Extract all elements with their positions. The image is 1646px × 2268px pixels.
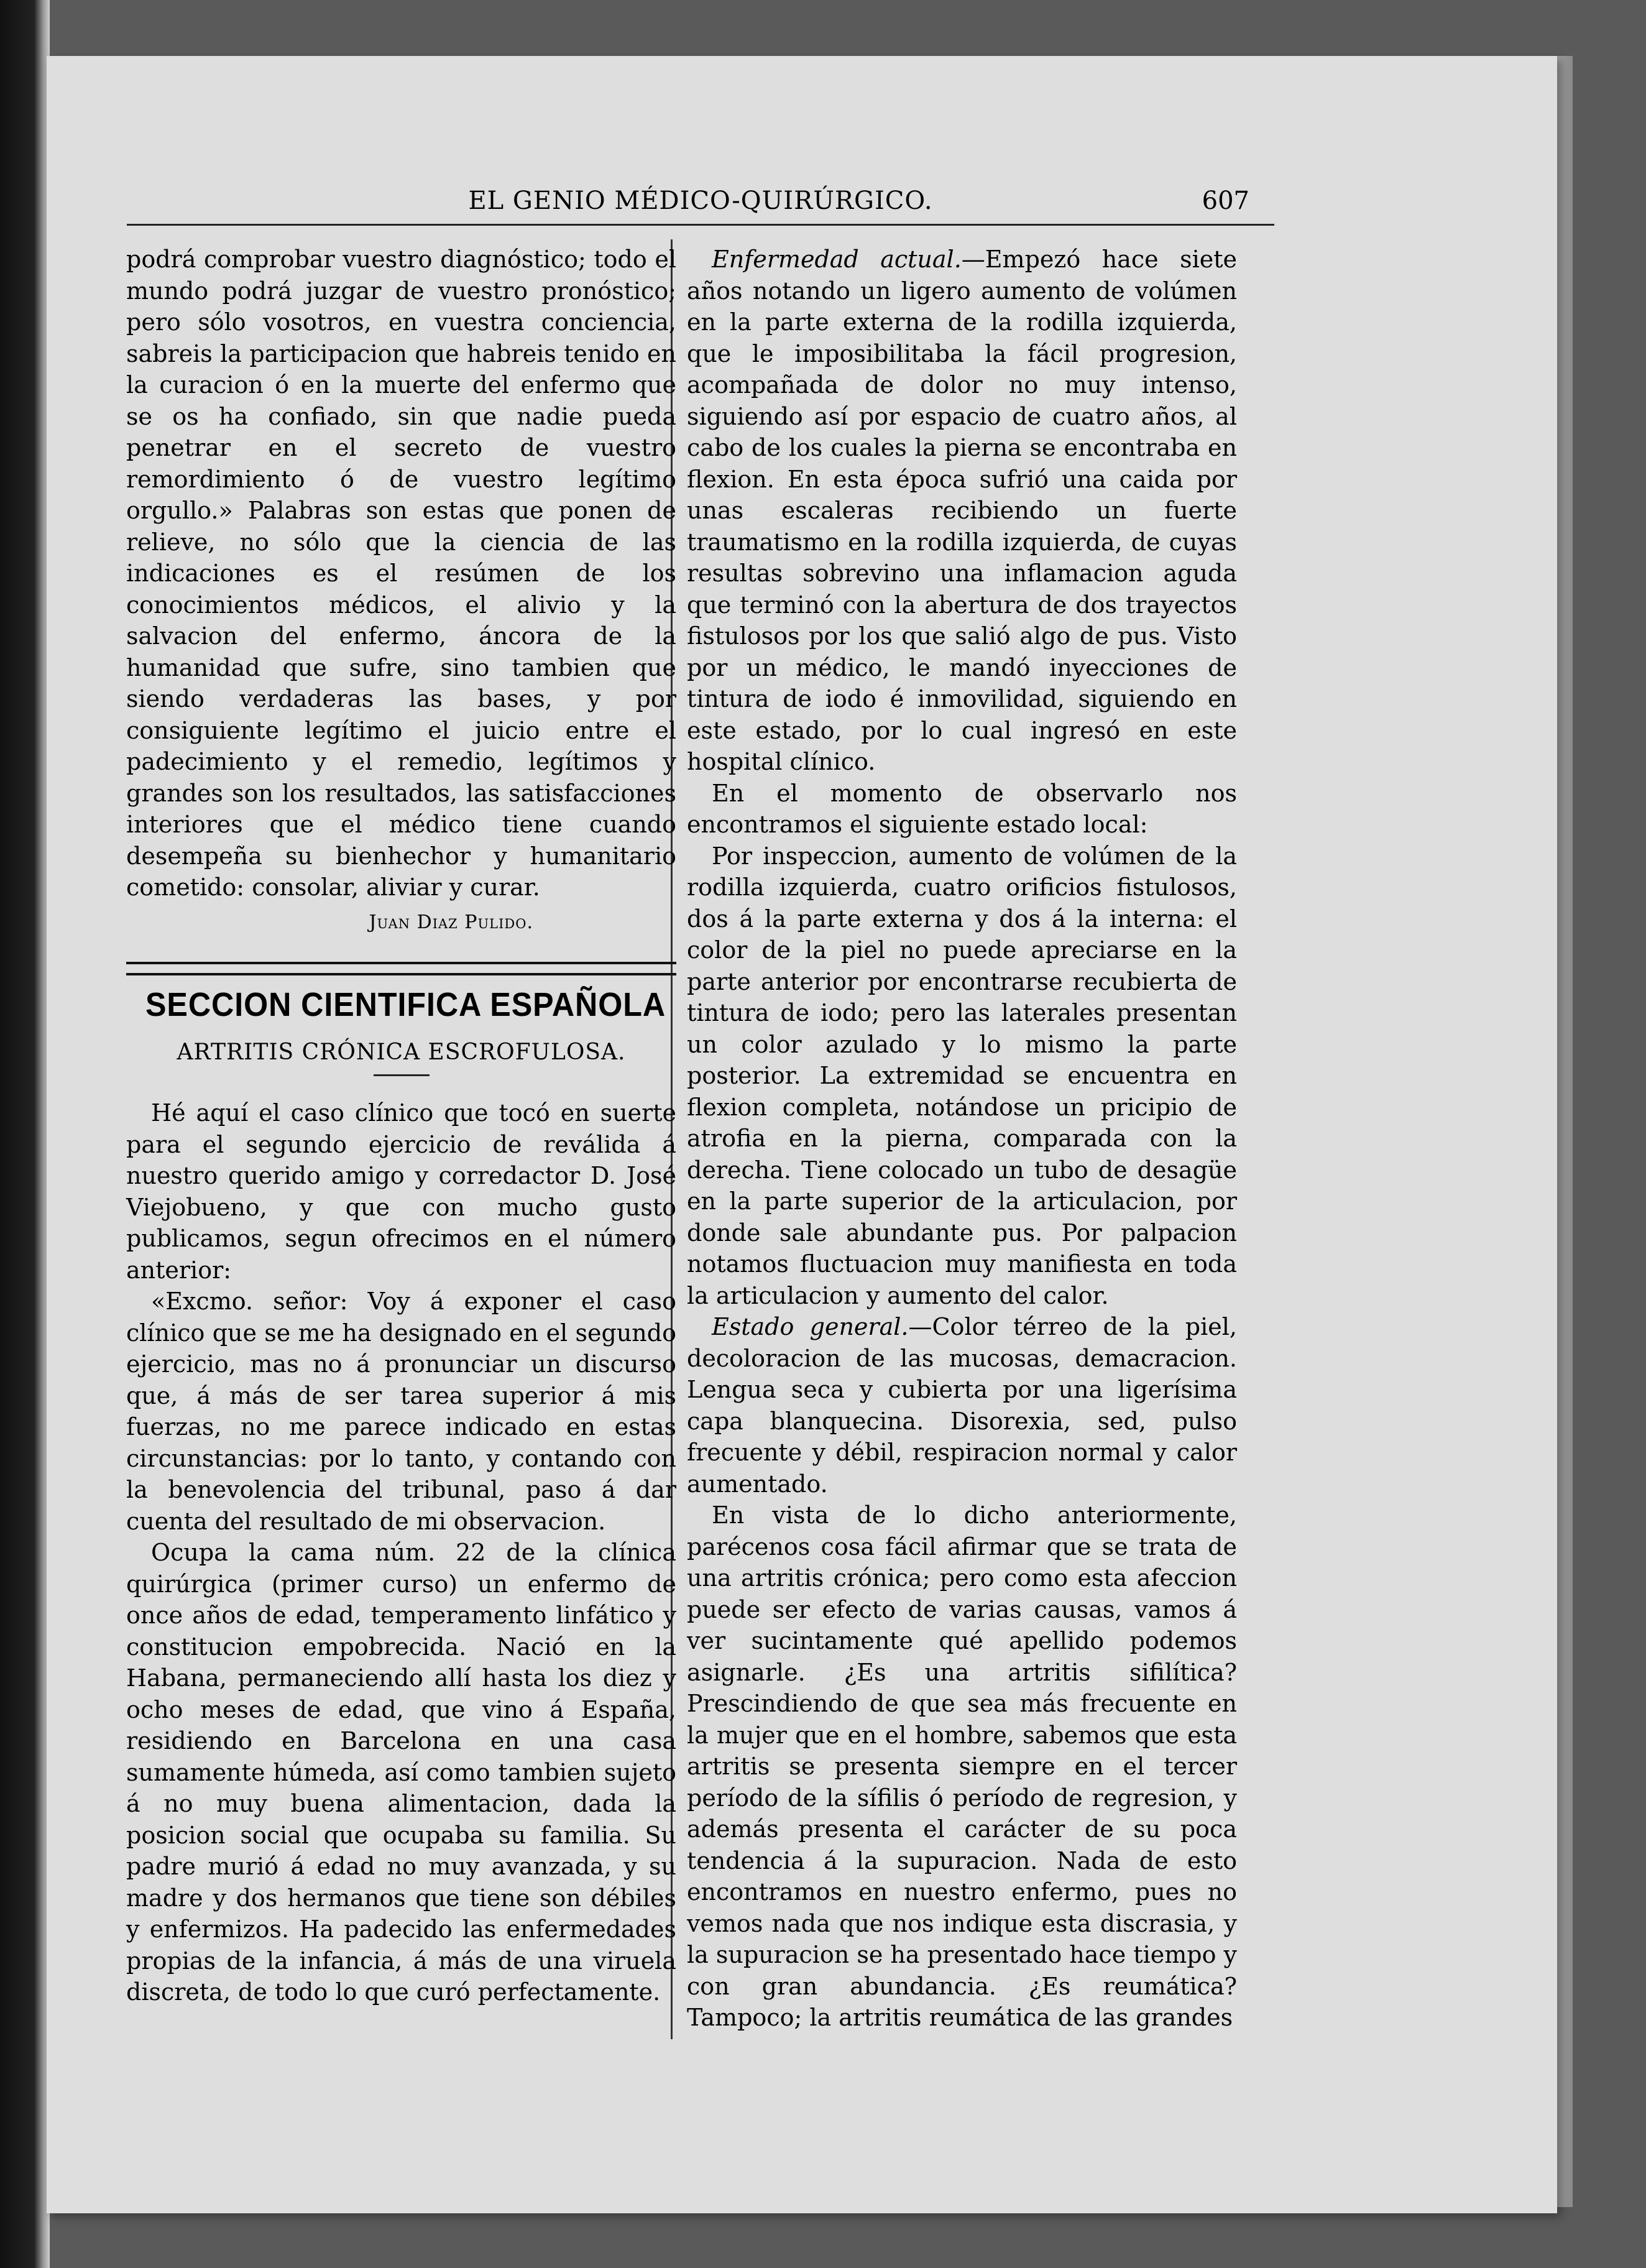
- article-paragraph: «Excmo. señor: Voy á exponer el caso clínico que se me ha designado en el segundo ejercicio, mas no á pronunciar un discurso que, á más de ser tarea superior á mis fuerzas, no me parece indicado en estas circunstancias: por lo tanto, y contando con la benevolencia del tribunal, paso á dar cuenta del resultado de mi observacion.: [126, 1288, 676, 1535]
- title-rule: [374, 1074, 430, 1076]
- journal-title: EL GENIO MÉDICO-QUIRÚRGICO.: [468, 187, 933, 215]
- section-title: SECCION CIENTIFICA ESPAÑOLA: [145, 986, 666, 1023]
- paragraph-text: —Color térreo de la piel, decoloracion de las mucosas, demacracion. Lengua seca y cubierta por una ligerísima capa blanquecina. Disorexia, sed, pulso frecuente y débil, respiracion normal y calor aumentado.: [687, 1313, 1238, 1498]
- page-number: 607: [1202, 187, 1249, 215]
- paragraph-text: —Empezó hace siete años notando un ligero aumento de volúmen en la parte externa de la rodilla izquierda, que le imposibilitaba la fácil progresion, acompañada de dolor no muy intenso, siguiendo así por espacio de cuatro años, al cabo de los cuales la pierna se encontraba en flexion. En esta época sufrió una caida por unas escaleras recibiendo un fuerte traumatismo en la rodilla izquierda, de cuyas resultas sobrevino una inflamacion aguda que terminó con la abertura de dos trayectos fistulosos por los que salió algo de pus. Visto por un médico, le mandó inyecciones de tintura de iodo é inmovilidad, siguiendo en este estado, por lo cual ingresó en este hospital clínico.: [687, 246, 1238, 775]
- article-paragraph: [687, 244, 1237, 778]
- continued-paragraph: podrá comprobar vuestro diagnóstico; todo el mundo podrá juzgar de vuestro pronóstico; pero sólo vosotros, en vuestra conciencia, sabreis la participacion que habreis tenido en la curacion ó en la muerte del enfermo que se os ha confiado, sin que nadie pueda penetrar en el secreto de vuestro remordimiento ó de vuestro legítimo orgullo.» Palabras son estas que ponen de relieve, no sólo que la ciencia de las indicaciones es el resúmen de los conocimientos médicos, el alivio y la salvacion del enfermo, áncora de la humanidad que sufre, sino tambien que siendo verdaderas las bases, y por consiguiente legítimo el juicio entre el padecimiento y el remedio, legítimos y grandes son los resultados, las satisfacciones interiores que el médico tiene cuando desempeña su bienhechor y humanitario cometido: consolar, aliviar y curar.: [126, 246, 676, 901]
- section-double-rule: [126, 962, 676, 975]
- book-gutter-edge: [0, 0, 50, 2268]
- right-column: [687, 244, 1237, 2034]
- article-paragraph: En vista de lo dicho anteriormente, parécenos cosa fácil afirmar que se trata de una artritis crónica; pero como esta afeccion puede ser efecto de varias causas, vamos á ver sucintamente qué apellido podemos asignarle. ¿Es una artritis sifilítica? Prescindiendo de que sea más frecuente en la mujer que en el hombre, sabemos que esta artritis se presenta siempre en el tercer período de la sífilis ó período de regresion, y además presenta el carácter de su poca tendencia á la supuracion. Nada de esto encontramos en nuestro enfermo, pues no vemos nada que nos indique esta discrasia, y la supuracion se ha presentado hace tiempo y con gran abundancia. ¿Es reumática? Tampoco; la artritis reumática de las grandes: [687, 1501, 1237, 2031]
- article-paragraph: Ocupa la cama núm. 22 de la clínica quirúrgica (primer curso) un enfermo de once años de edad, temperamento linfático y constitucion empobrecida. Nació en la Habana, permaneciendo allí hasta los diez y ocho meses de edad, que vino á España, residiendo en Barcelona en una casa sumamente húmeda, así como tambien sujeto á no muy buena alimentacion, dada la posicion social que ocupaba su familia. Su padre murió á edad no muy avanzada, y su madre y dos hermanos que tiene son débiles y enfermizos. Ha padecido las enfermedades propias de la infancia, á más de una viruela discreta, de todo lo que curó perfectamente.: [126, 1539, 676, 2006]
- article-title: ARTRITIS CRÓNICA ESCROFULOSA.: [177, 1039, 626, 1065]
- author-signature: Juan Diaz Pulido.: [369, 911, 533, 933]
- paragraph-label: Estado general.: [712, 1313, 909, 1340]
- left-column: [126, 244, 676, 2008]
- article-paragraph: [687, 1311, 1237, 1500]
- article-paragraph: En el momento de observarlo nos encontramos el siguiente estado local:: [687, 779, 1237, 838]
- article-paragraph: Hé aquí el caso clínico que tocó en suerte para el segundo ejercicio de reválida á nuestro querido amigo y corredactor D. José Viejobueno, y que con mucho gusto publicamos, segun ofrecimos en el número anterior:: [126, 1099, 676, 1284]
- article-paragraph: Por inspeccion, aumento de volúmen de la rodilla izquierda, cuatro orificios fistulosos, dos á la parte externa y dos á la interna: el color de la piel no puede apreciarse en la parte anterior por encontrarse recubierta de tintura de iodo; pero las laterales presentan un color azulado y lo mismo la parte posterior. La extremidad se encuentra en flexion completa, notándose un pricipio de atrofia en la pierna, comparada con la derecha. Tiene colocado un tubo de desagüe en la parte superior de la articulacion, por donde sale abundante pus. Por palpacion notamos fluctuacion muy manifiesta en toda la articulacion y aumento del calor.: [687, 842, 1237, 1309]
- paragraph-label: Enfermedad actual.: [712, 246, 962, 273]
- running-head: [127, 187, 1274, 226]
